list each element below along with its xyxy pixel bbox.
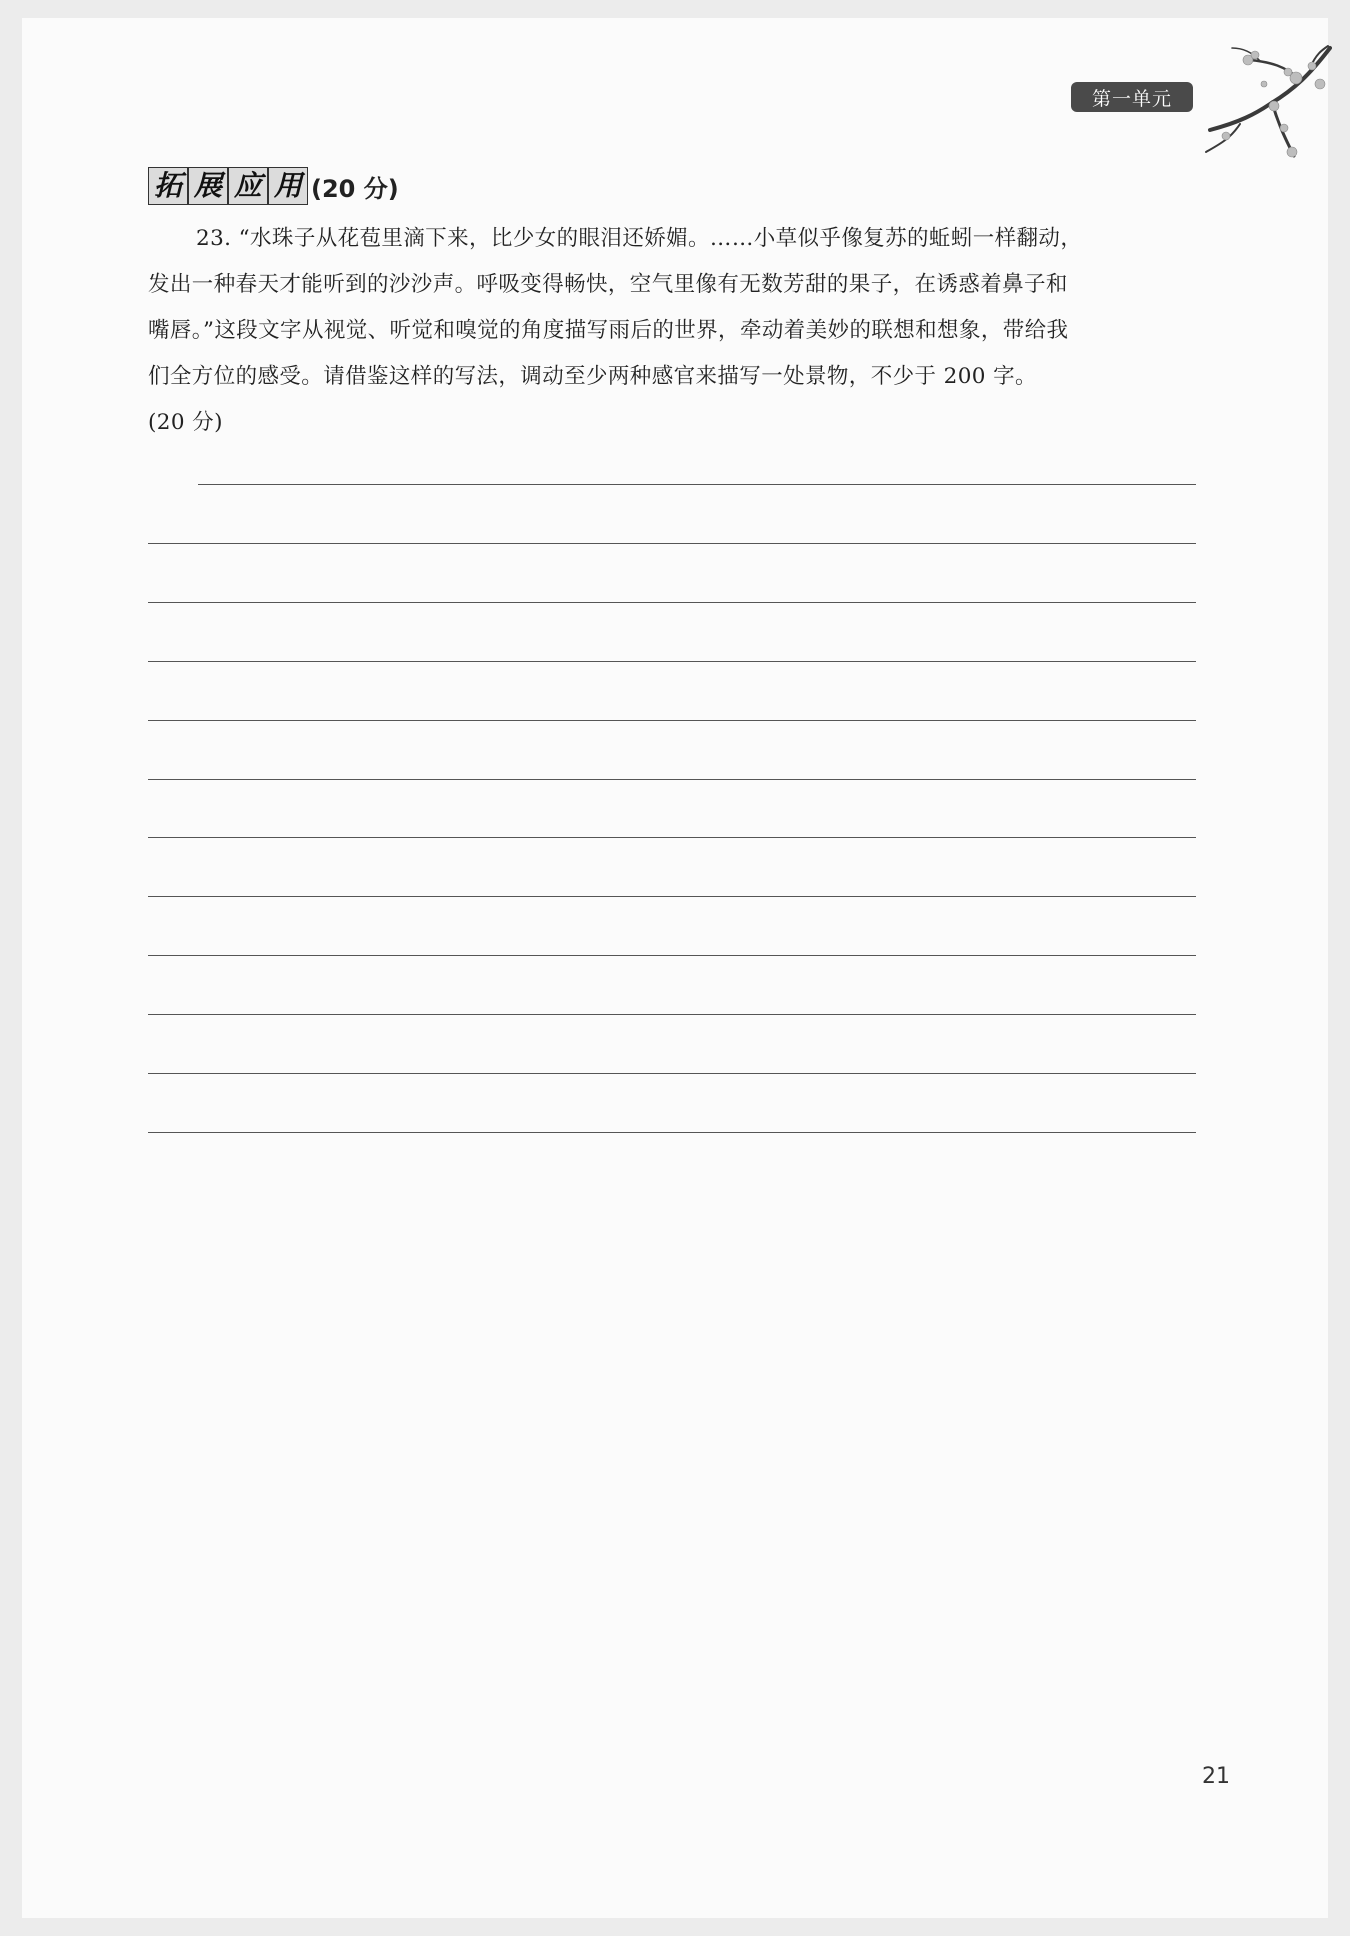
answer-line[interactable] [148,543,1196,544]
answer-line[interactable] [148,779,1196,780]
section-heading [148,166,399,206]
question-line: 23. “水珠子从花苞里滴下来，比少女的眼泪还娇媚。……小草似乎像复苏的蚯蚓一样翻动， [196,226,1083,251]
answer-line[interactable] [198,484,1196,485]
page-number: 21 [1202,1764,1230,1789]
question-line: (20 分) [148,410,223,435]
section-title-char: 应 [228,167,268,205]
answer-line[interactable] [148,602,1196,603]
section-score: (20 分) [311,174,399,203]
section-title-char: 展 [188,167,228,205]
answer-line[interactable] [148,720,1196,721]
plum-branch-icon [1200,44,1332,164]
answer-line[interactable] [148,837,1196,838]
answer-line[interactable] [148,661,1196,662]
answer-line[interactable] [148,896,1196,897]
answer-line[interactable] [148,1073,1196,1074]
question-line: 发出一种春天才能听到的沙沙声。呼吸变得畅快，空气里像有无数芳甜的果子，在诱惑着鼻子和 [148,272,1068,297]
section-title-char: 拓 [148,167,188,205]
answer-line[interactable] [148,1014,1196,1015]
section-title-char: 用 [268,167,308,205]
question-line: 们全方位的感受。请借鉴这样的写法，调动至少两种感官来描写一处景物，不少于 200 字。 [148,364,1037,389]
unit-label: 第一单元 [1091,87,1172,110]
answer-line[interactable] [148,955,1196,956]
question-23 [148,216,1196,446]
unit-tab [1071,82,1193,112]
answer-line[interactable] [148,1132,1196,1133]
question-line: 嘴唇。”这段文字从视觉、听觉和嗅觉的角度描写雨后的世界，牵动着美妙的联想和想象，带给我 [148,318,1069,343]
